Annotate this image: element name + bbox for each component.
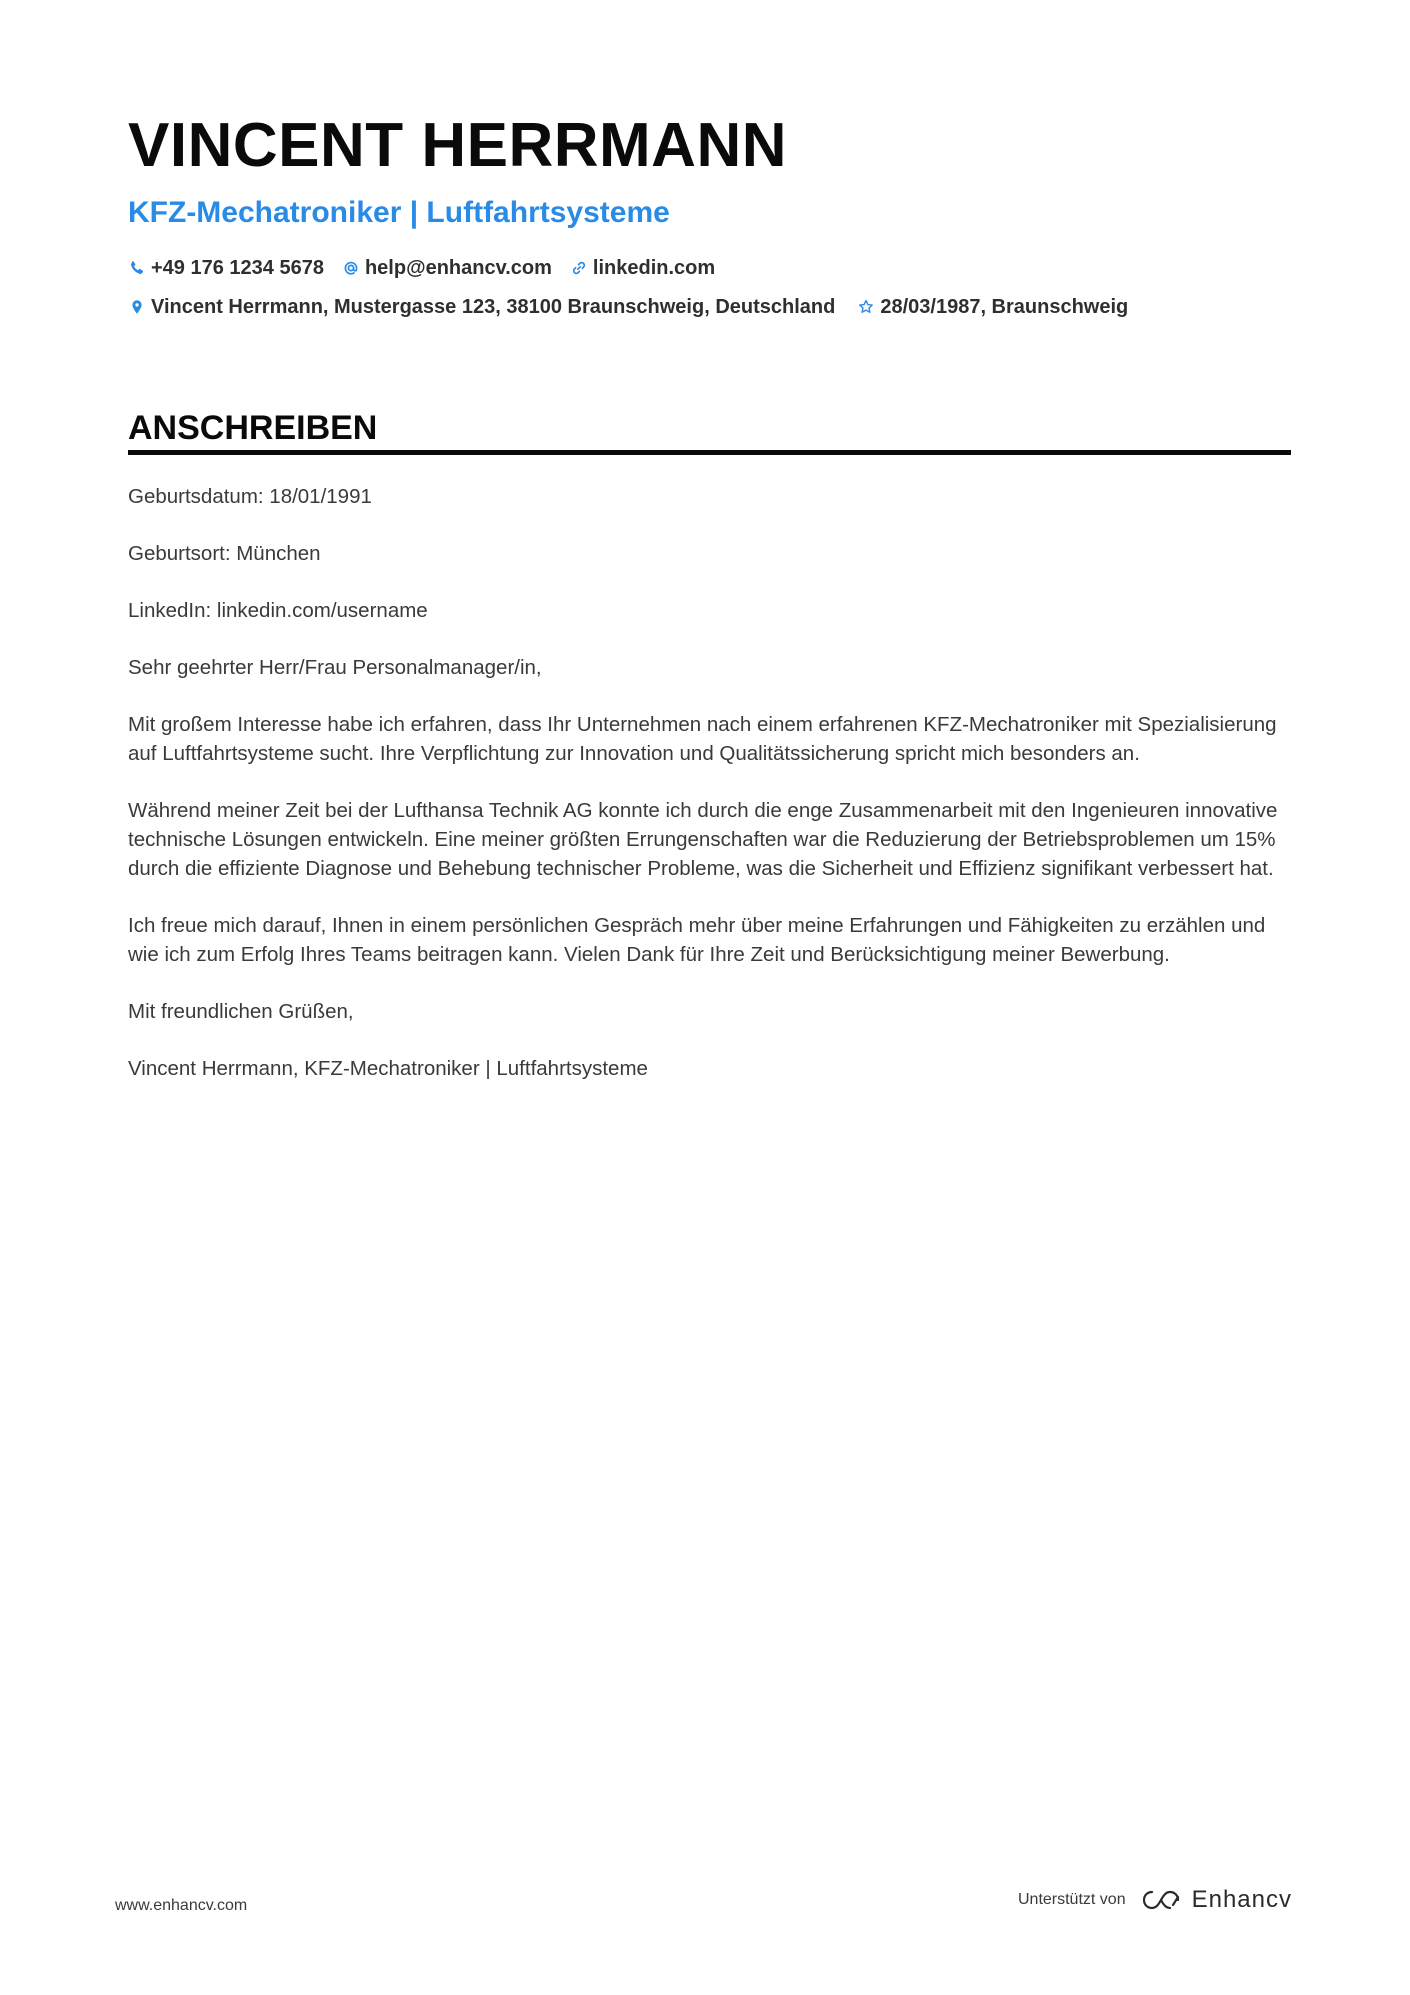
phone-icon — [128, 259, 146, 277]
letter-paragraph: Mit großem Interesse habe ich erfahren, dass Ihr Unternehmen nach einem erfahrenen KFZ-Mechatroniker mit Spezialisierung auf Luftfahrtsysteme sucht. Ihre Verpflichtung zur Innovation und Qualitätssicherung spricht mich besonders an. — [128, 713, 1277, 765]
letter-paragraph: Geburtsort: München — [128, 542, 321, 565]
link-icon — [570, 259, 588, 277]
location-pin-icon — [128, 298, 146, 316]
letter-paragraph: Während meiner Zeit bei der Lufthansa Technik AG konnte ich durch die enge Zusammenarbeit mit den Ingenieuren innovative technische Lösungen entwickeln. Eine meiner größten Errungenschaften war die Reduzierung der Betriebsproblemen um 15% durch die effiziente Diagnose und Behebung technischer Probleme, was die Sicherheit und Effizienz signifikant verbessert hat. — [128, 799, 1278, 880]
contact-address — [128, 296, 835, 319]
footer-website[interactable]: www.enhancv.com — [115, 1897, 248, 1914]
letter-paragraph: Sehr geehrter Herr/Frau Personalmanager/in, — [128, 656, 542, 679]
letter-paragraph: Ich freue mich darauf, Ihnen in einem persönlichen Gespräch mehr über meine Erfahrungen und Fähigkeiten zu erzählen und wie ich zum Erfolg Ihres Teams beitragen kann. Vielen Dank für Ihre Zeit und Berücksichtigung meiner Bewerbung. — [128, 914, 1266, 966]
letter-paragraph: Mit freundlichen Grüßen, — [128, 1000, 354, 1023]
section-divider — [128, 450, 1291, 455]
contact-row-primary — [128, 254, 733, 282]
letter-paragraph: LinkedIn: linkedin.com/username — [128, 599, 428, 622]
contact-birth — [857, 296, 1128, 319]
job-title: KFZ-Mechatroniker | Luftfahrtsysteme — [128, 196, 670, 229]
letter-paragraph: Vincent Herrmann, KFZ-Mechatroniker | Luftfahrtsysteme — [128, 1057, 648, 1080]
brand-name: Enhancv — [1191, 1886, 1292, 1913]
at-icon — [342, 259, 360, 277]
contact-linkedin — [570, 257, 715, 280]
footer-branding[interactable] — [1018, 1886, 1292, 1914]
email-value[interactable]: help@enhancv.com — [364, 256, 552, 279]
section-title: ANSCHREIBEN — [128, 409, 378, 447]
linkedin-value[interactable]: linkedin.com — [592, 256, 716, 279]
contact-phone — [128, 257, 324, 280]
letter-body — [128, 482, 1291, 1111]
address-value: Vincent Herrmann, Mustergasse 123, 38100 Braunschweig, Deutschland — [151, 295, 836, 318]
enhancv-logo-icon — [1138, 1886, 1184, 1914]
letter-paragraph: Geburtsdatum: 18/01/1991 — [128, 485, 372, 508]
contact-row-secondary — [128, 293, 1146, 321]
applicant-name: VINCENT HERRMANN — [128, 111, 787, 180]
birth-value: 28/03/1987, Braunschweig — [880, 295, 1129, 318]
powered-by-label: Unterstützt von — [1017, 1891, 1126, 1908]
phone-value[interactable]: +49 176 1234 5678 — [151, 256, 324, 279]
star-icon — [857, 298, 875, 316]
contact-email — [342, 257, 552, 280]
